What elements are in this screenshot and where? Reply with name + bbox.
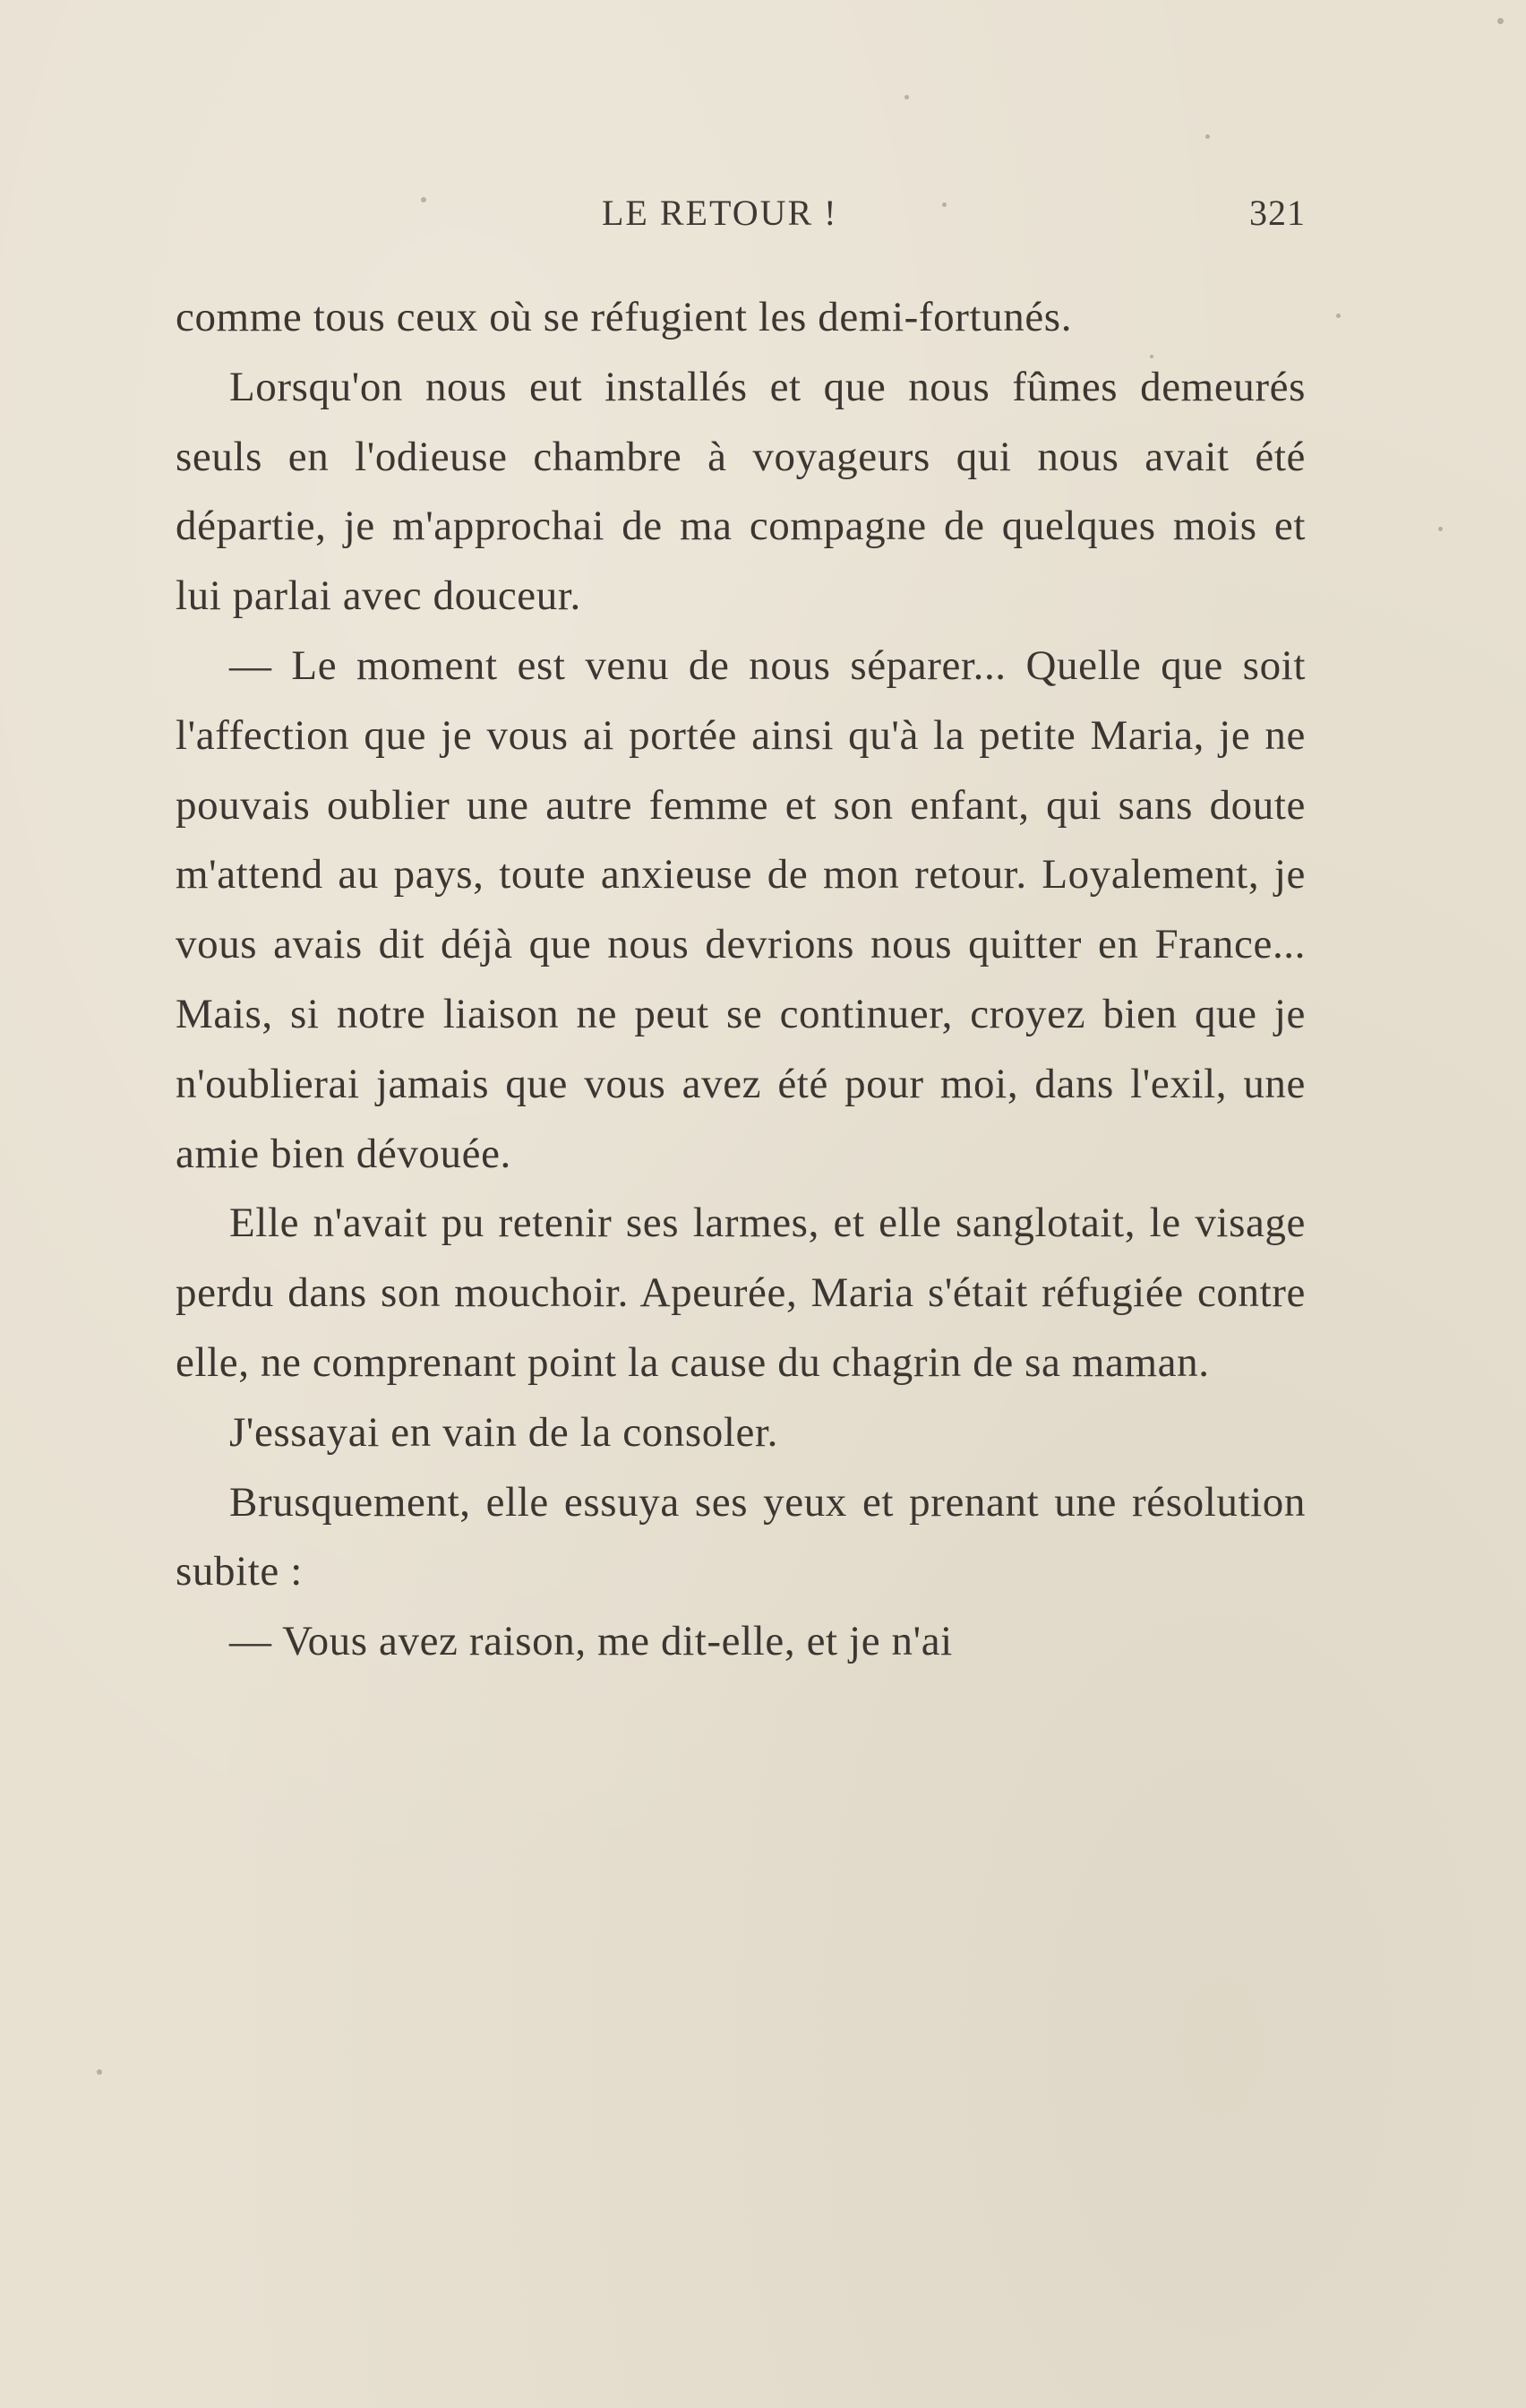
body-text xyxy=(176,283,1306,1677)
running-header xyxy=(176,192,1306,245)
paragraph: — Vous avez raison, me dit-elle, et je n'ai xyxy=(229,1618,953,1665)
page-number: 321 xyxy=(1249,193,1306,233)
paragraph: Elle n'avait pu retenir ses larmes, et elle sanglotait, le visage perdu dans son mouchoir. Apeurée, Maria s'était réfugiée contre elle, ne comprenant point la cause du chagrin de sa maman. xyxy=(176,1200,1306,1386)
paper-speck xyxy=(1205,134,1210,139)
paragraph: Brusquement, elle essuya ses yeux et prenant une résolution subite : xyxy=(176,1478,1306,1595)
paragraph: J'essayai en vain de la consoler. xyxy=(229,1408,778,1456)
running-title: LE RETOUR ! xyxy=(602,193,838,233)
paragraph: comme tous ceux où se réfugient les demi-fortunés. xyxy=(176,294,1073,340)
paper-speck xyxy=(904,95,909,99)
paper-speck xyxy=(1438,527,1443,531)
paper-speck xyxy=(97,2069,102,2075)
paper-speck xyxy=(1336,314,1341,318)
paragraph: Lorsqu'on nous eut installés et que nous fûmes demeurés seuls en l'odieuse chambre à voyageurs qui nous avait été départie, je m'approchai de ma compagne de quelques mois et lui parlai avec douceur. xyxy=(176,363,1306,620)
paper-speck xyxy=(1497,18,1504,24)
paragraph: — Le moment est venu de nous séparer... Quelle que soit l'affection que je vous ai portée ainsi qu'à la petite Maria, je ne pouvais oublier une autre femme et son enfant, qui sans doute m'attend au pays, toute anxieuse de mon retour. Loyalement, je vous avais dit déjà que nous devrions nous quitter en France... Mais, si notre liaison ne peut se continuer, croyez bien que je n'oublierai jamais que vous avez été pour moi, dans l'exil, une amie bien dévouée. xyxy=(176,641,1306,1177)
